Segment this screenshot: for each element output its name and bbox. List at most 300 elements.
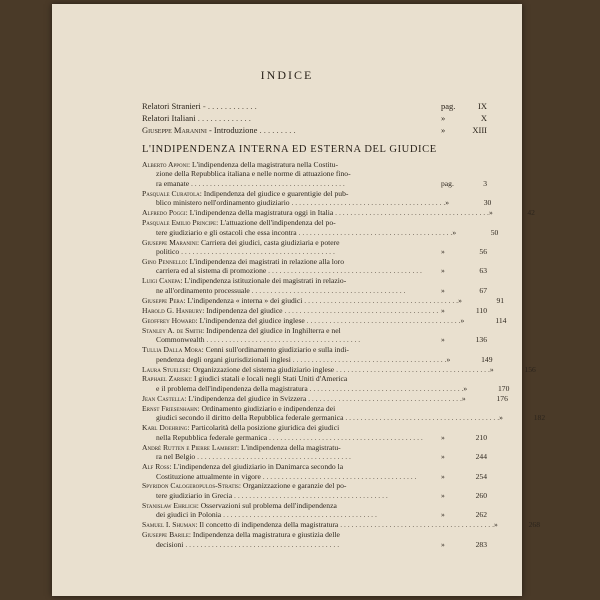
- page-mark: »: [441, 266, 445, 276]
- entry-line: [142, 335, 487, 344]
- contents-entry: [142, 238, 487, 257]
- leader-dots: . . . . . . . . . . . . . . . . . . . . . . . . . . . . . . . . . . . . . . . . .: [267, 432, 423, 442]
- page-reference: [460, 316, 506, 325]
- page-mark: »: [488, 208, 493, 218]
- page-number: 67: [479, 285, 487, 295]
- entry-line: [142, 169, 487, 178]
- entry-text: [156, 266, 441, 275]
- contents-list: [142, 160, 546, 550]
- entry-title: : Ordinamento giudiziario e indipendenza dei: [197, 403, 336, 413]
- front-matter-text: [142, 100, 441, 112]
- page-reference: [489, 208, 535, 217]
- entry-text: [142, 326, 441, 335]
- page-mark: pag.: [441, 178, 454, 188]
- page-reference-empty: [441, 169, 487, 178]
- entry-line: [142, 443, 487, 452]
- page-number: 30: [483, 198, 492, 208]
- entry-author: Giuseppe Barile: [142, 530, 189, 540]
- entry-line: [142, 393, 508, 403]
- entry-line: [142, 462, 487, 471]
- page-number: 3: [483, 178, 487, 188]
- entry-text: [142, 404, 441, 413]
- entry-text: [156, 247, 441, 256]
- contents-entry: [142, 345, 493, 364]
- page-reference: [490, 365, 536, 374]
- page-number: 156: [524, 364, 536, 374]
- entry-text: [156, 355, 447, 364]
- contents-entry: [142, 393, 508, 403]
- page-reference: [441, 306, 487, 315]
- contents-entry: [142, 403, 546, 423]
- entry-line: [142, 501, 487, 510]
- leader-dots: . . . . . . . . . . . . . . . . . . . . . . . . . . . . . . . . . . . . . . . . .: [343, 413, 500, 423]
- entry-title: carriera ed al sistema di promozione: [156, 266, 267, 276]
- entry-author: Geoffrey Howard: [142, 315, 196, 325]
- entry-title: : I giudici statali e locali negli Stati Uniti d'America: [190, 374, 348, 384]
- page-mark: »: [441, 305, 445, 315]
- page-reference-empty: [441, 462, 487, 471]
- page-number: 56: [479, 247, 487, 257]
- page-number: 244: [475, 452, 487, 462]
- page-mark: »: [446, 354, 451, 364]
- entry-text: [156, 491, 441, 500]
- page-reference-empty: [441, 326, 487, 335]
- page-mark: »: [441, 539, 445, 549]
- page-number: 254: [475, 471, 487, 481]
- page-reference: [441, 335, 487, 344]
- entry-line: [142, 238, 487, 247]
- entry-title: : L'indipendenza istituzionale dei magistrati in relazio-: [180, 276, 347, 286]
- entry-text: [142, 306, 441, 315]
- page-reference: [458, 296, 504, 305]
- entry-author: Raphael Zariski: [142, 374, 190, 384]
- entry-text: [156, 413, 499, 422]
- leader-dots: . . . . . . . . .: [257, 125, 296, 135]
- contents-entry: [142, 326, 487, 345]
- entry-text: [142, 520, 494, 529]
- leader-dots: . . . . . . . . . . . . . . . . . . . . . . . . . . . . . . . . . . . . . . . . .: [249, 285, 406, 295]
- entry-title: : Particolarità della posizione giuridica dei giudici: [187, 423, 340, 433]
- entry-line: [142, 247, 487, 256]
- page-mark: »: [441, 452, 445, 462]
- entry-text: [142, 257, 441, 266]
- page-reference-empty: [441, 218, 487, 227]
- entry-line: [142, 189, 487, 198]
- entry-text: [142, 296, 458, 305]
- page-reference-empty: [441, 501, 487, 510]
- leader-dots: . . . . . . . . . . . . . . . . . . . . . . . . . . . . . . . . . . . . . . . . .: [189, 178, 345, 188]
- page-reference: [499, 413, 545, 422]
- entry-author: Pasquale Curatola: [142, 188, 200, 198]
- leader-dots: . . . . . . . . . . . . . . . . . . . . . . . . . . . . . . . . . . . . . . . . .: [302, 295, 459, 305]
- leader-dots: . . . . . . . . . . . . . . . . . . . . . . . . . . . . . . . . . . . . . . . . .: [266, 266, 422, 276]
- entry-text: [156, 179, 441, 188]
- page-number: 262: [475, 510, 487, 520]
- page-reference-empty: [441, 257, 487, 266]
- page-reference: [445, 198, 491, 207]
- front-matter-title: Relatori Stranieri: [142, 101, 201, 111]
- entry-title: : Indipendenza del giudice in Inghilterra e nel: [202, 325, 341, 335]
- entry-line: [142, 354, 493, 364]
- entry-title: : L'indipendenza della magistratura nella Costitu-: [187, 160, 338, 169]
- entry-author: Harold G. Hanbury: [142, 305, 203, 315]
- entry-title: : L'indipendenza « interna » dei giudici: [183, 295, 303, 305]
- entry-author: Stanislaw Ehrlich: [142, 500, 197, 510]
- contents-entry: [142, 295, 505, 305]
- entry-author: Luigi Canepa: [142, 276, 181, 286]
- entry-author: Karl Doehring: [142, 423, 188, 433]
- page-reference: [441, 452, 487, 461]
- entry-text: [142, 462, 441, 471]
- page-reference: [441, 472, 487, 481]
- page-reference: [452, 228, 498, 237]
- entry-text: [142, 374, 441, 383]
- page-reference: [441, 540, 487, 549]
- page-number: 110: [475, 305, 487, 315]
- entry-line: [142, 306, 487, 315]
- leader-dots: . . . . . . . . . . . . . . . . . . . . . . . . . . . . . . . . . . . . . . . . .: [307, 383, 464, 393]
- section-title: L'INDIPENDENZA INTERNA ED ESTERNA DEL GIUDICE: [142, 144, 437, 155]
- page-reference: [441, 247, 487, 256]
- leader-dots: . . . . . . . . . . . . . . . . . . . . . . . . . . . . . . . . . . . . . . . . .: [183, 539, 340, 549]
- contents-entry: [142, 481, 487, 500]
- entry-title: : L'indipendenza del giudice in Svizzera: [184, 393, 307, 403]
- entry-title: : Carriera dei giudici, casta giudiziaria e potere: [196, 237, 340, 247]
- entry-line: [142, 160, 487, 169]
- entry-line: [142, 198, 492, 208]
- page-mark: pag.: [441, 101, 456, 111]
- entry-line: [142, 423, 487, 432]
- entry-author: Alberto Apponi: [142, 160, 188, 169]
- entry-author: Ernst Friesenhahn: [142, 403, 198, 413]
- page-number: 283: [475, 539, 487, 549]
- entry-text: [142, 443, 441, 452]
- contents-entry: [142, 160, 487, 188]
- entry-line: [142, 208, 535, 218]
- entry-line: [142, 364, 536, 374]
- entry-text: [142, 530, 441, 539]
- entry-title: : L'indipendenza del giudiziario in Danimarca secondo la: [169, 462, 344, 472]
- entry-line: [142, 452, 487, 461]
- entry-author: Tullia Dalla Mora: [142, 345, 202, 355]
- entry-line: [142, 295, 505, 305]
- leader-dots: . . . . . . . . . . . . . . . . . . . . . . . . . . . . . . . . . . . . . . . . .: [304, 315, 461, 325]
- leader-dots: . . . . . . . . . . . . . . . . . . . . . . . . . . . . . . . . . . . . . . . . .: [260, 471, 417, 481]
- entry-title: nella Repubblica federale germanica: [156, 432, 268, 442]
- page-reference: [494, 520, 540, 529]
- entry-author: Spyridon Calogeropulos-Stratis: [142, 481, 239, 491]
- entry-title: : Organizzazione del sistema giudiziario inglese: [188, 364, 335, 374]
- contents-entry: [142, 276, 487, 295]
- contents-entry: [142, 315, 507, 325]
- contents-entry: [142, 208, 535, 218]
- page-mark: »: [441, 490, 445, 500]
- entry-text: [156, 286, 441, 295]
- contents-entry: [142, 462, 487, 481]
- leader-dots: . . . . . . . . . . . . . . . . . . . . . . . . . . . . . . . . . . . . . . . . .: [232, 490, 388, 500]
- entry-text: [142, 276, 441, 285]
- leader-dots: . . . . . . . . . . . . . . . . . . . . . . . . . . . . . . . . . . . . . . . . .: [333, 208, 489, 218]
- entry-text: [142, 160, 441, 169]
- entry-line: [142, 266, 487, 275]
- page-number: 50: [490, 227, 499, 237]
- entry-line: [142, 433, 487, 442]
- entry-line: [142, 530, 487, 539]
- page-reference-empty: [441, 189, 487, 198]
- entry-title: : Indipendenza del giudice: [202, 305, 283, 315]
- page-number: XIII: [472, 125, 487, 135]
- entry-title: zione della Repubblica italiana e nelle norme di attuazione fino-: [156, 169, 351, 179]
- entry-text: [156, 433, 441, 442]
- entry-author: Samuel I. Shuman: [142, 520, 196, 530]
- leader-dots: . . . . . . . . . . . . . . . . . . . . . . . . . . . . . . . . . . . . . . . . .: [204, 335, 361, 345]
- entry-line: [142, 345, 487, 354]
- entry-author: Jean Castella: [142, 393, 185, 403]
- contents-entry: [142, 364, 536, 374]
- entry-text: [156, 169, 441, 178]
- contents-entry: [142, 306, 487, 315]
- contents-entry: [142, 443, 487, 462]
- entry-text: [142, 316, 460, 325]
- entry-author: André Rutten e Pierre Lambert: [142, 442, 238, 452]
- entry-title: : L'indipendenza del giudice inglese: [195, 315, 305, 325]
- page-reference: [441, 100, 487, 112]
- leader-dots: . . . . . . . . . . . . . . . . . . . . . . . . . . . . . . . . . . . . . . . . .: [289, 198, 446, 208]
- entry-text: [142, 345, 441, 354]
- entry-author: Alf Ross: [142, 462, 170, 472]
- page-reference: [463, 384, 509, 393]
- leader-dots: . . . . . . . . . . . . . . . . . . . . . . . . . . . . . . . . . . . . . . . . .: [306, 393, 462, 403]
- page-reference-empty: [441, 481, 487, 490]
- leader-dots: - . . . . . . . . . . . .: [200, 101, 257, 111]
- entry-author: Giuseppe Maranini: [142, 237, 197, 247]
- entry-text: [156, 452, 441, 461]
- page-reference: [441, 510, 487, 519]
- contents-entry: [142, 501, 487, 520]
- page-mark: »: [441, 335, 445, 345]
- entry-title: : Il concetto di indipendenza della magistratura: [195, 520, 339, 530]
- leader-dots: . . . . . . . . . . . . . . . . . . . . . . . . . . . . . . . . . . . . . . . . .: [282, 305, 439, 315]
- page-reference: [441, 179, 487, 188]
- page-reference: [447, 355, 493, 364]
- leader-dots: . . . . . . . . . . . . . . . . . . . . . . . . . . . . . . . . . . . . . . . . .: [296, 227, 453, 237]
- page-reference-empty: [441, 443, 487, 452]
- book-page: [52, 4, 546, 596]
- entry-text: [156, 198, 445, 207]
- entry-title: ra nel Belgio: [156, 452, 196, 462]
- entry-line: [142, 326, 487, 335]
- page-mark: »: [463, 383, 468, 393]
- entry-text: [156, 540, 441, 549]
- entry-title: ra emanate: [156, 178, 190, 188]
- entry-title: : Indipendenza della magistratura e giustizia delle: [188, 530, 340, 540]
- contents-entry: [142, 257, 487, 276]
- entry-author: Stanley A. de Smith: [142, 325, 203, 335]
- page-reference: [441, 491, 487, 500]
- page-number: 182: [533, 413, 546, 423]
- entry-title: blico ministero nell'ordinamento giudiziario: [156, 198, 290, 208]
- entry-text: [156, 510, 441, 519]
- contents-entry: [142, 188, 492, 208]
- entry-line: [142, 491, 487, 500]
- page-reference-empty: [441, 374, 487, 383]
- entry-line: [142, 404, 487, 413]
- front-matter-item: [142, 100, 487, 112]
- leader-dots: . . . . . . . . . . . . . . . . . . . . . . . . . . . . . . . . . . . . . . . . .: [195, 452, 351, 462]
- page-reference-empty: [441, 423, 487, 432]
- entry-title: : Osservazioni sul problema dell'indipendenza: [196, 500, 337, 510]
- entry-text: [142, 365, 490, 374]
- page-number: 176: [496, 393, 508, 403]
- page-mark: »: [441, 125, 446, 135]
- entry-title: decisioni: [156, 539, 184, 549]
- front-matter-text: [142, 124, 441, 136]
- entry-title: : L'attuazione dell'indipendenza del po-: [216, 218, 336, 228]
- front-matter-item: [142, 112, 487, 124]
- entry-line: [142, 315, 507, 325]
- front-matter-text: [142, 112, 441, 124]
- entry-author: Alfredo Poggi: [142, 208, 186, 218]
- entry-text: [142, 238, 441, 247]
- entry-line: [142, 510, 487, 519]
- page-number: 114: [495, 315, 507, 325]
- entry-line: [142, 374, 487, 383]
- contents-entry: [142, 520, 540, 530]
- entry-line: [142, 227, 499, 237]
- entry-title: : L'indipendenza della magistratu-: [237, 442, 341, 452]
- entry-title: Costituzione attualmente in vigore: [156, 471, 261, 481]
- page-reference: [441, 124, 487, 136]
- page-mark: »: [441, 510, 445, 520]
- page-mark: »: [441, 432, 445, 442]
- entry-text: [142, 501, 441, 510]
- entry-title: : Cenni sull'ordinamento giudiziario e sulla indi-: [201, 345, 349, 355]
- entry-title: e il problema dell'indipendenza della magistratura: [156, 383, 308, 393]
- page-reference-empty: [441, 404, 487, 413]
- entry-text: [142, 423, 441, 432]
- entry-text: [142, 394, 462, 403]
- entry-line: [142, 257, 487, 266]
- entry-text: [142, 208, 489, 217]
- entry-title: dei giudici in Polonia: [156, 510, 222, 520]
- page-number: 91: [496, 295, 505, 305]
- page-number: 42: [527, 208, 535, 218]
- entry-title: : L'indipendenza dei magistrati in relazione alla loro: [185, 257, 345, 267]
- front-matter-author: Giuseppe Maranini: [142, 125, 207, 135]
- entry-author: Laura Stuelese: [142, 364, 189, 374]
- entry-line: [142, 520, 540, 530]
- leader-dots: . . . . . . . . . . . . . . . . . . . . . . . . . . . . . . . . . . . . . . . . .: [221, 510, 377, 520]
- entry-title: Commonwealth: [156, 335, 205, 345]
- page-mark: »: [489, 364, 494, 374]
- entry-line: [142, 413, 546, 423]
- page-reference-empty: [441, 238, 487, 247]
- entry-author: Pasquale Emilio Principe: [142, 218, 217, 228]
- entry-title: tere giudiziario in Grecia: [156, 490, 233, 500]
- leader-dots: . . . . . . . . . . . . . . . . . . . . . . . . . . . . . . . . . . . . . . . . .: [338, 520, 494, 530]
- page-reference-empty: [441, 530, 487, 539]
- leader-dots: . . . . . . . . . . . . . . . . . . . . . . . . . . . . . . . . . . . . . . . . .: [290, 354, 447, 364]
- entry-title: : Indipendenza del giudice e guarentigie del pub-: [199, 188, 349, 198]
- page-reference: [441, 286, 487, 295]
- entry-text: [142, 218, 441, 227]
- entry-line: [142, 540, 487, 549]
- page-number: IX: [478, 101, 487, 111]
- entry-text: [142, 189, 441, 198]
- contents-entry: [142, 374, 510, 393]
- entry-title: ne all'ordinamento processuale: [156, 285, 250, 295]
- leader-dots: . . . . . . . . . . . . .: [195, 113, 251, 123]
- page-mark: »: [499, 413, 503, 423]
- contents-entry: [142, 530, 487, 549]
- entry-text: [156, 472, 441, 481]
- entry-title: : Organizzazione e garanzie del po-: [238, 481, 347, 491]
- page-reference: [441, 112, 487, 124]
- entry-title: politico: [156, 247, 180, 257]
- entry-text: [156, 228, 452, 237]
- leader-dots: . . . . . . . . . . . . . . . . . . . . . . . . . . . . . . . . . . . . . . . . .: [334, 364, 490, 374]
- page-mark: »: [445, 198, 450, 208]
- page-mark: »: [461, 393, 466, 403]
- page-mark: »: [493, 520, 498, 530]
- entry-line: [142, 472, 487, 481]
- page-mark: »: [452, 227, 457, 237]
- entry-line: [142, 481, 487, 490]
- entry-line: [142, 276, 487, 285]
- page-mark: »: [458, 295, 462, 305]
- leader-dots: . . . . . . . . . . . . . . . . . . . . . . . . . . . . . . . . . . . . . . . . .: [179, 247, 335, 257]
- entry-title: tere giudiziario e gli ostacoli che essa incontra: [156, 227, 297, 237]
- front-matter-title: Relatori Italiani: [142, 113, 196, 123]
- page-mark: »: [441, 113, 446, 123]
- entry-author: Giuseppe Pera: [142, 295, 184, 305]
- entry-text: [156, 384, 463, 393]
- page-number: 260: [475, 490, 487, 500]
- contents-entry: [142, 423, 487, 442]
- page-number: 210: [475, 432, 487, 442]
- page-reference-empty: [441, 276, 487, 285]
- page-mark: »: [441, 471, 445, 481]
- page-number: X: [480, 113, 487, 123]
- page-number: 136: [475, 335, 487, 345]
- page-reference: [441, 433, 487, 442]
- page-reference: [441, 266, 487, 275]
- page-number: 63: [479, 266, 487, 276]
- page-number: 170: [498, 383, 510, 393]
- page-number: 149: [481, 354, 493, 364]
- page-number: 268: [528, 520, 540, 530]
- entry-text: [156, 335, 441, 344]
- entry-line: [142, 286, 487, 295]
- front-matter-list: [142, 100, 487, 136]
- entry-line: [142, 179, 487, 188]
- contents-entry: [142, 218, 499, 237]
- page-reference-empty: [441, 345, 487, 354]
- page-mark: »: [441, 247, 445, 257]
- page-reference: [462, 394, 508, 403]
- front-matter-item: [142, 124, 487, 136]
- entry-line: [142, 218, 487, 227]
- entry-title: pendenza degli organi giurisdizionali inglesi: [156, 354, 291, 364]
- entry-line: [142, 383, 510, 393]
- page-title: INDICE: [260, 68, 314, 82]
- front-matter-title: - Introduzione: [206, 125, 258, 135]
- page-mark: »: [441, 285, 445, 295]
- page-mark: »: [460, 315, 465, 325]
- entry-text: [142, 481, 441, 490]
- page-reference-empty: [441, 160, 487, 169]
- entry-author: Gino Pennello: [142, 257, 186, 267]
